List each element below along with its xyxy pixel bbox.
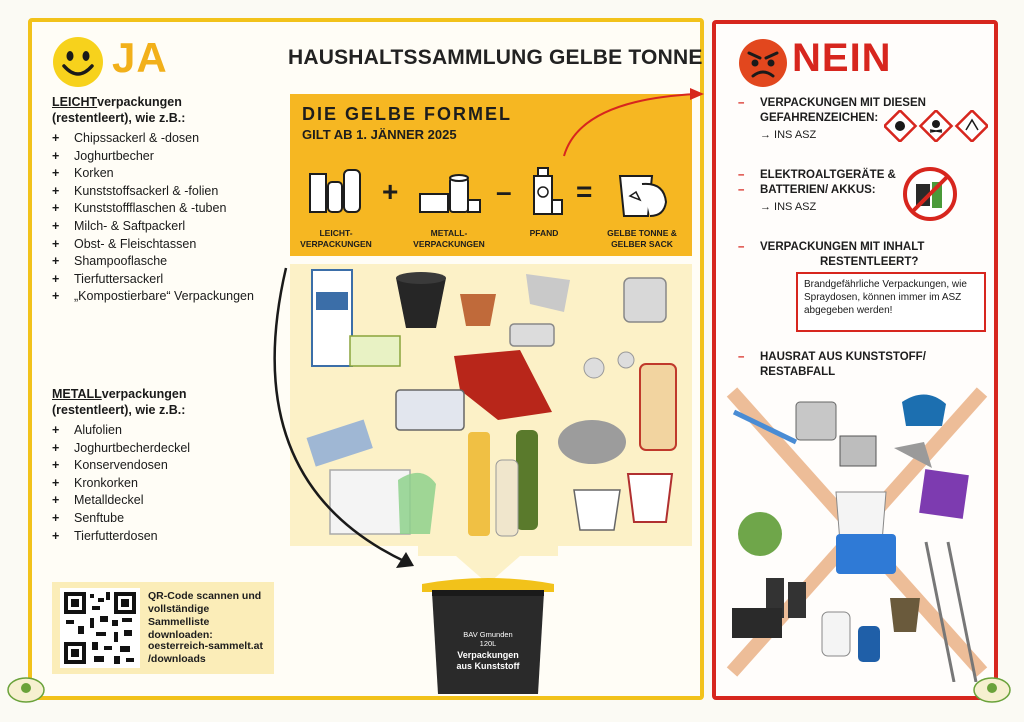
list-item bbox=[52, 236, 282, 254]
qr-instructions: QR-Code scannen und vollständige Sammelliste downloaden: bbox=[148, 590, 262, 641]
plus-operator: + bbox=[382, 176, 399, 207]
leicht-section bbox=[52, 94, 282, 306]
list-item bbox=[52, 422, 282, 440]
nein-item-content: – VERPACKUNGEN MIT INHALT RESTENTLEERT? bbox=[738, 241, 925, 268]
plus-icon: + bbox=[52, 440, 60, 455]
smiley-icon bbox=[52, 36, 104, 88]
equals-operator: = bbox=[576, 176, 593, 207]
leicht-list bbox=[52, 130, 282, 306]
formula-heading: DIE GELBE FORMEL bbox=[302, 104, 513, 124]
metall-list bbox=[52, 422, 282, 545]
metall-title-line2: (restentleert), wie z.B.: bbox=[52, 403, 186, 417]
sammel-logo-icon bbox=[6, 676, 46, 704]
list-item-label: Tierfuttersackerl bbox=[74, 271, 164, 286]
metall-section bbox=[52, 386, 282, 545]
label-pfand: PFAND bbox=[529, 228, 559, 238]
plus-icon: + bbox=[52, 475, 60, 490]
nein-item-electronics: – ELEKTROALTGERÄTE & – BATTERIEN/ AKKUS: → INS ASZ bbox=[738, 169, 896, 213]
label-light-packaging: LEICHT- VERPACKUNGEN bbox=[300, 228, 372, 249]
plus-icon: + bbox=[52, 271, 60, 286]
list-item-label: Korken bbox=[74, 166, 114, 181]
list-item bbox=[52, 457, 282, 475]
list-item-label: Alufolien bbox=[74, 423, 122, 437]
list-item bbox=[52, 183, 282, 201]
arrow-to-nein-icon bbox=[560, 80, 710, 160]
list-item bbox=[52, 253, 282, 271]
list-item bbox=[52, 288, 282, 306]
leicht-title: LEICHTverpackungen bbox=[52, 95, 182, 109]
plus-icon: + bbox=[52, 458, 60, 473]
plus-icon: + bbox=[52, 218, 60, 233]
plus-icon: + bbox=[52, 148, 60, 163]
spray-can-callout: Brandgefährliche Verpackungen, wie Spraydosen, können immer im ASZ abgegeben werden! bbox=[796, 272, 986, 332]
list-item-label: Metalldeckel bbox=[74, 493, 144, 508]
list-item bbox=[52, 492, 282, 510]
no-batteries-icon bbox=[902, 166, 958, 222]
list-item bbox=[52, 271, 282, 289]
metal-packaging-icon bbox=[414, 164, 484, 220]
plus-icon: + bbox=[52, 236, 60, 251]
list-item-label: Joghurtbecherdeckel bbox=[74, 440, 191, 455]
list-item bbox=[52, 440, 282, 458]
yellow-bin-bag-icon bbox=[612, 162, 672, 220]
deposit-bottle-icon bbox=[524, 164, 564, 220]
list-item bbox=[52, 165, 282, 183]
plus-icon: + bbox=[52, 201, 60, 216]
list-item bbox=[52, 148, 282, 166]
formula-subheading: GILT AB 1. JÄNNER 2025 bbox=[302, 127, 457, 142]
qr-code-icon[interactable] bbox=[60, 588, 140, 668]
list-item-label: Obst- & Fleischtassen bbox=[74, 236, 197, 251]
list-item-label: Chipssackerl & -dosen bbox=[74, 131, 200, 145]
list-item bbox=[52, 218, 282, 236]
list-item-label: Senftube bbox=[74, 510, 125, 525]
light-packaging-icon bbox=[306, 164, 366, 220]
list-item-label: Kronkorken bbox=[74, 475, 138, 490]
page-title: HAUSHALTSSAMMLUNG GELBE TONNE bbox=[288, 46, 703, 69]
list-item-label: Milch- & Saftpackerl bbox=[74, 218, 186, 233]
download-link[interactable]: oesterreich-sammelt.at /downloads bbox=[148, 640, 263, 665]
plus-icon: + bbox=[52, 166, 60, 181]
plus-icon: + bbox=[52, 493, 60, 508]
ja-label: JA bbox=[112, 34, 168, 81]
list-item bbox=[52, 475, 282, 493]
minus-operator: – bbox=[496, 176, 512, 207]
metall-title: METALLverpackungen bbox=[52, 387, 187, 401]
label-yellow-bin: GELBE TONNE & GELBER SACK bbox=[607, 228, 677, 249]
leicht-title-line2: (restentleert), wie z.B.: bbox=[52, 111, 186, 125]
nein-item-household: – HAUSRAT AUS KUNSTSTOFF/ RESTABFALL bbox=[738, 351, 926, 378]
list-item-label: „Kompostierbare“ Verpackungen bbox=[74, 289, 254, 304]
nein-item-hazard: – VERPACKUNGEN MIT DIESEN GEFAHRENZEICHEN: → INS ASZ bbox=[738, 97, 926, 141]
label-metal-packaging: METALL- VERPACKUNGEN bbox=[413, 228, 485, 249]
list-item bbox=[52, 510, 282, 528]
list-item-label: Tierfutterdosen bbox=[74, 528, 158, 543]
bin-label: BAV Gmunden 120L Verpackungen aus Kunststoff bbox=[456, 630, 520, 671]
plus-icon: + bbox=[52, 254, 60, 269]
plus-icon: + bbox=[52, 423, 60, 437]
plus-icon: + bbox=[52, 528, 60, 543]
plus-icon: + bbox=[52, 131, 60, 145]
arrow-to-bin-icon bbox=[256, 262, 436, 582]
list-item-label: Shampooflasche bbox=[74, 254, 168, 269]
list-item bbox=[52, 200, 282, 218]
list-item-label: Konservendosen bbox=[74, 458, 168, 473]
nein-label: NEIN bbox=[792, 36, 892, 80]
angry-face-icon bbox=[738, 38, 788, 88]
list-item-label: Kunststoffsackerl & -folien bbox=[74, 183, 219, 198]
list-item-label: Kunststoffflaschen & -tuben bbox=[74, 201, 227, 216]
hazard-symbols-icon bbox=[884, 110, 988, 142]
list-item-label: Joghurtbecher bbox=[74, 148, 154, 163]
list-item bbox=[52, 528, 282, 546]
plus-icon: + bbox=[52, 183, 60, 198]
rejected-items-illustration bbox=[726, 382, 988, 682]
plus-icon: + bbox=[52, 289, 60, 304]
plus-icon: + bbox=[52, 510, 60, 525]
list-item bbox=[52, 130, 282, 148]
